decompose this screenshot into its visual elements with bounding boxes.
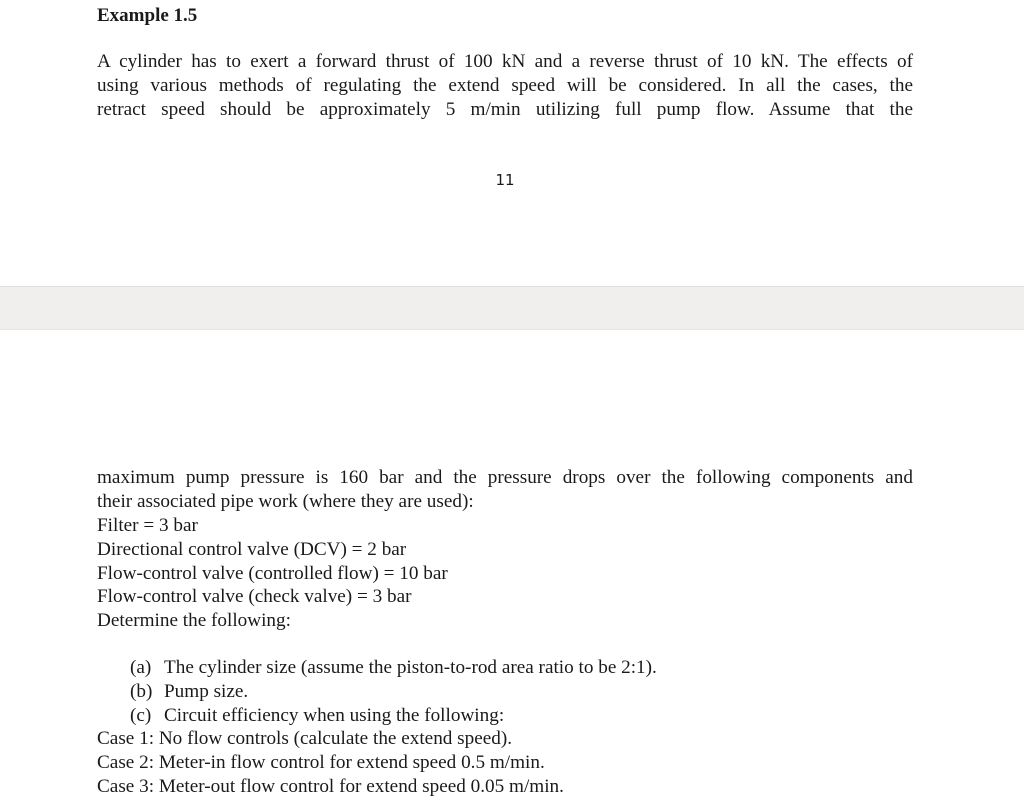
problem-paragraph-1 [97,50,913,122]
paragraph-line: using various methods of regulating the extend speed will be considered. In all the cases, the [97,75,913,96]
question-text: Pump size. [164,681,249,702]
component-flow-control-check: Flow-control valve (check valve) = 3 bar [97,586,412,607]
determine-instruction: Determine the following: [97,610,291,631]
case-2: Case 2: Meter-in flow control for extend speed 0.5 m/min. [97,752,545,773]
case-3: Case 3: Meter-out flow control for extend speed 0.05 m/min. [97,776,564,797]
page-top [0,0,1024,286]
question-text: Circuit efficiency when using the following: [164,705,505,726]
question-label: (b) [130,681,153,702]
example-heading: Example 1.5 [97,5,198,26]
question-text: The cylinder size (assume the piston-to-rod area ratio to be 2:1). [164,657,657,678]
component-filter: Filter = 3 bar [97,515,198,536]
case-1: Case 1: No flow controls (calculate the extend speed). [97,728,513,749]
paragraph-line: their associated pipe work (where they are used): [97,491,474,512]
component-dcv: Directional control valve (DCV) = 2 bar [97,539,407,560]
question-a [130,656,657,680]
question-label: (c) [130,705,152,726]
paragraph-line: maximum pump pressure is 160 bar and the pressure drops over the following components and [97,467,913,488]
question-b [130,680,248,704]
question-label: (a) [130,657,152,678]
page-bottom [0,330,1024,805]
problem-paragraph-2 [97,466,913,514]
paragraph-line: retract speed should be approximately 5 m/min utilizing full pump flow. Assume that the [97,99,913,120]
page-number: 11 [495,171,515,189]
page-separator [0,286,1024,330]
paragraph-line: A cylinder has to exert a forward thrust of 100 kN and a reverse thrust of 10 kN. The effects of [97,51,913,72]
question-c [130,704,504,728]
component-flow-control-controlled: Flow-control valve (controlled flow) = 10 bar [97,563,448,584]
